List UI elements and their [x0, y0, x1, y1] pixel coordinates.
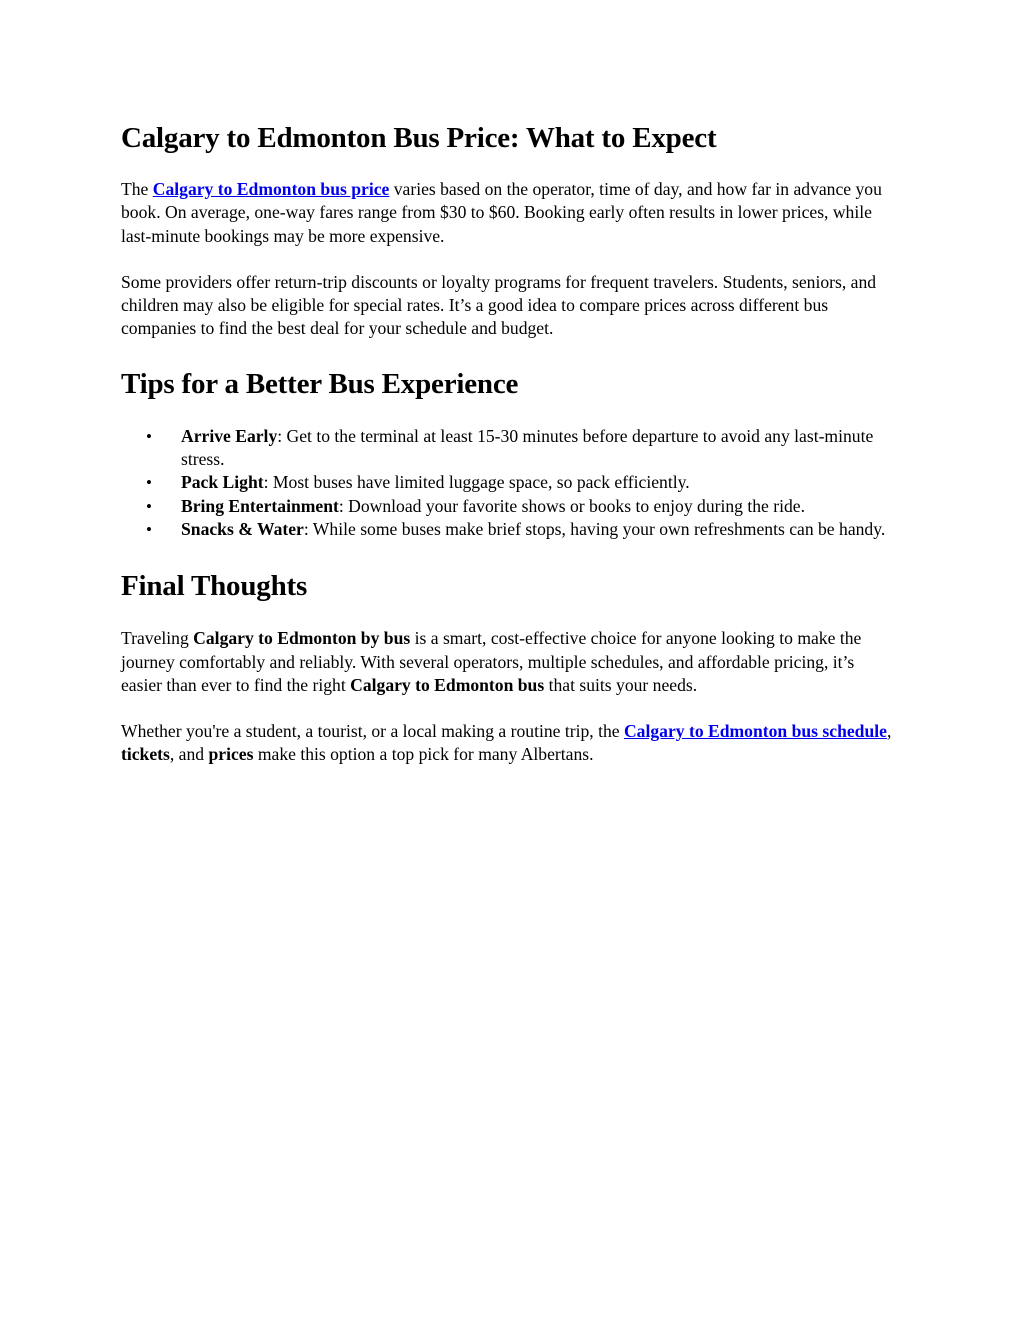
tips-list: [121, 425, 896, 541]
text-span: Traveling: [121, 628, 194, 649]
closing-paragraph: [121, 720, 896, 767]
tip-title: Arrive Early: [181, 425, 278, 446]
list-item: [121, 425, 896, 472]
list-item: [121, 495, 896, 518]
tip-title: Pack Light: [181, 472, 264, 493]
text-span: make this option a top pick for many Albertans.: [253, 744, 594, 765]
tip-text: : Get to the terminal at least 15-30 minutes before departure to avoid any last-minute stress.: [181, 425, 874, 470]
price-paragraph-intro: The: [121, 179, 153, 199]
tips-heading: Tips for a Better Bus Experience: [121, 367, 519, 400]
text-span: is a smart, cost-effective choice for anyone looking to make the journey comfortably and reliably. With several operators, multiple schedules, and affordable pricing, it’s easier than ever to find the right: [121, 628, 862, 695]
text-span: ,: [886, 721, 892, 742]
price-paragraph-body: varies based on the operator, time of day, and how far in advance you book. On average, one-way fares range from $30 to $60. Booking early often results in lower prices, while last-minute bookings may be more expensive.: [121, 179, 882, 246]
tip-text: : Download your favorite shows or books to enjoy during the ride.: [338, 495, 806, 516]
price-paragraph: [121, 178, 896, 248]
bullet-icon: •: [146, 473, 152, 493]
bold-phrase: Calgary to Edmonton bus: [350, 674, 545, 695]
bullet-icon: •: [146, 496, 152, 516]
bold-phrase: prices: [208, 744, 254, 765]
text-span: , and: [169, 744, 209, 765]
text-span: that suits your needs.: [544, 674, 698, 695]
bus-price-link[interactable]: Calgary to Edmonton bus price: [152, 179, 390, 199]
tip-text: : While some buses make brief stops, having your own refreshments can be handy.: [303, 518, 886, 539]
price-heading: Calgary to Edmonton Bus Price: What to Expect: [121, 122, 717, 154]
discounts-paragraph: Some providers offer return-trip discounts or loyalty programs for frequent travelers. Students, seniors, and children may also be eligible for special rates. It’s a good idea to compare prices across different bus companies to find the best deal for your schedule and budget.: [121, 271, 877, 339]
list-item: [121, 518, 896, 541]
tip-title: Bring Entertainment: [181, 495, 339, 516]
final-thoughts-paragraph: [121, 627, 896, 697]
document-page: [121, 118, 896, 767]
final-thoughts-heading: Final Thoughts: [121, 570, 308, 603]
bold-phrase: Calgary to Edmonton by bus: [193, 628, 411, 649]
tip-text: : Most buses have limited luggage space, so pack efficiently.: [263, 472, 690, 493]
tip-title: Snacks & Water: [181, 518, 304, 539]
list-item: [121, 471, 896, 494]
bullet-icon: •: [146, 519, 152, 539]
bus-schedule-link[interactable]: Calgary to Edmonton bus schedule: [623, 721, 887, 742]
bold-phrase: tickets: [121, 744, 170, 765]
text-span: Whether you're a student, a tourist, or a local making a routine trip, the: [121, 721, 624, 742]
bullet-icon: •: [146, 426, 152, 446]
